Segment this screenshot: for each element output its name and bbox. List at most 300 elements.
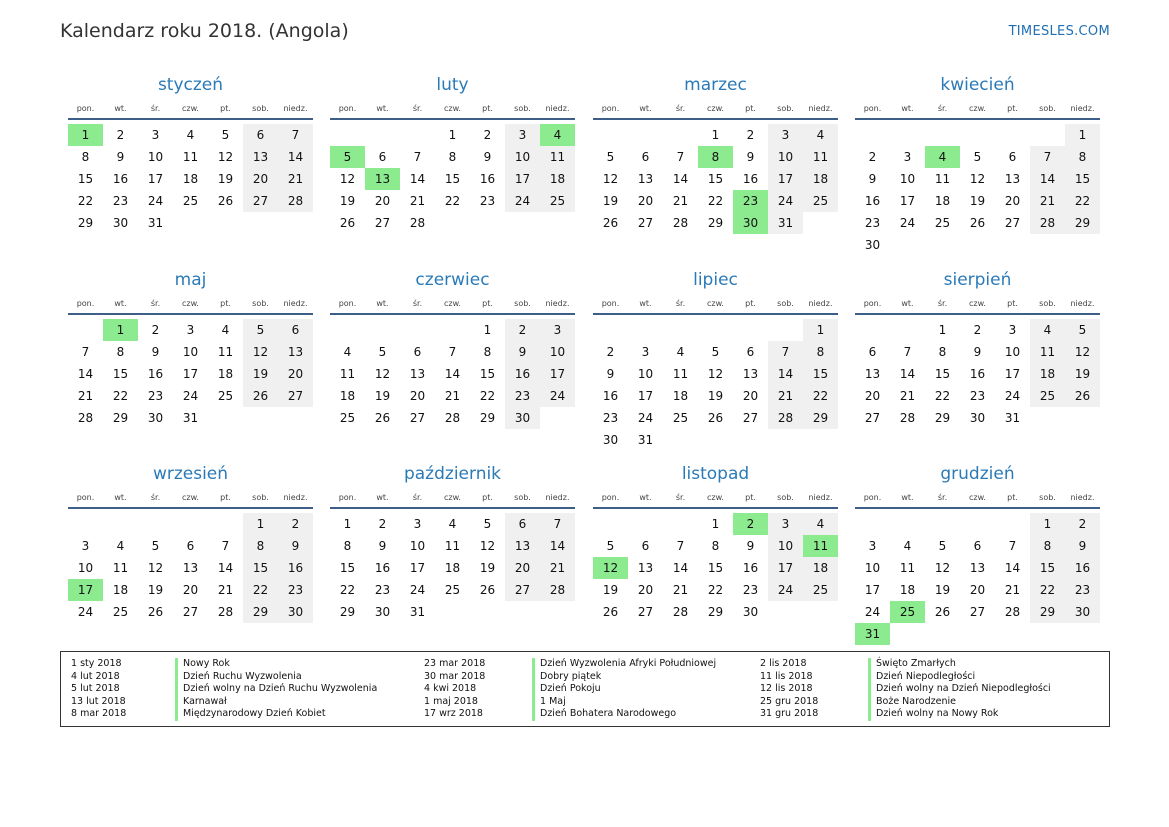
weekday-label: pt. xyxy=(220,492,231,502)
legend-date: 13 lut 2018 xyxy=(71,695,126,707)
empty-cell xyxy=(855,513,890,535)
day-cell: 6 xyxy=(973,539,982,553)
day-cell: 18 xyxy=(112,583,129,597)
day-cell: 13 xyxy=(1004,172,1021,186)
site-link[interactable]: TIMESLES.COM xyxy=(1008,24,1110,39)
day-grid xyxy=(330,513,575,623)
day-cell: 28 xyxy=(409,216,426,230)
month-name: listopad xyxy=(681,464,750,484)
weekday-label: sob. xyxy=(252,103,269,113)
day-cell: 6 xyxy=(186,539,195,553)
day-cell: 25 xyxy=(540,190,575,212)
weekday-label: czw. xyxy=(182,103,199,113)
month-6 xyxy=(330,267,575,429)
day-cell: 3 xyxy=(768,513,803,535)
day-cell: 25 xyxy=(182,194,199,208)
day-cell: 19 xyxy=(243,363,278,385)
day-cell: 29 xyxy=(479,411,496,425)
day-cell: 7 xyxy=(676,539,685,553)
day-cell: 17 xyxy=(409,561,426,575)
day-cell: 30 xyxy=(278,601,313,623)
day-cell: 10 xyxy=(147,150,164,164)
empty-cell xyxy=(330,319,365,341)
legend-holiday-name: Święto Zmarłych xyxy=(868,658,1051,671)
day-cell: 7 xyxy=(448,345,457,359)
day-cell: 4 xyxy=(343,345,352,359)
day-cell: 27 xyxy=(505,579,540,601)
weekday-label: sob. xyxy=(252,492,269,502)
legend-holiday-name: Boże Narodzenie xyxy=(868,696,1051,709)
day-cell: 18 xyxy=(217,367,234,381)
day-cell: 7 xyxy=(676,150,685,164)
weekday-label: wt. xyxy=(901,298,914,308)
day-grid xyxy=(68,319,313,429)
weekday-label: niedz. xyxy=(545,298,570,308)
day-cell: 27 xyxy=(409,411,426,425)
day-cell: 23 xyxy=(147,389,164,403)
day-cell: 18 xyxy=(1030,363,1065,385)
day-cell: 17 xyxy=(768,557,803,579)
weekday-label: wt. xyxy=(901,103,914,113)
month-7 xyxy=(593,267,838,451)
day-cell: 3 xyxy=(641,345,650,359)
day-cell: 27 xyxy=(374,216,391,230)
day-cell: 8 xyxy=(803,341,838,363)
day-cell: 5 xyxy=(711,345,720,359)
day-cell: 6 xyxy=(746,345,755,359)
day-cell: 28 xyxy=(540,579,575,601)
month-12 xyxy=(855,461,1100,645)
empty-cell xyxy=(435,319,470,341)
day-cell: 24 xyxy=(637,411,654,425)
holiday-legend xyxy=(60,651,1110,727)
day-cell: 28 xyxy=(768,407,803,429)
month-3 xyxy=(593,72,838,234)
weekday-label: sob. xyxy=(1039,298,1056,308)
header-rule xyxy=(593,313,838,315)
day-cell: 10 xyxy=(768,535,803,557)
day-cell: 5 xyxy=(606,150,615,164)
day-cell: 4 xyxy=(676,345,685,359)
day-cell: 12 xyxy=(339,172,356,186)
weekday-label: niedz. xyxy=(1070,492,1095,502)
day-cell: 22 xyxy=(707,194,724,208)
day-cell: 15 xyxy=(934,367,951,381)
day-cell: 9 xyxy=(1065,535,1100,557)
month-name: czerwiec xyxy=(415,270,490,290)
day-cell: 20 xyxy=(409,389,426,403)
day-cell: 22 xyxy=(444,194,461,208)
day-cell: 3 xyxy=(151,128,160,142)
day-cell: 8 xyxy=(81,150,90,164)
day-cell: 1 xyxy=(343,517,352,531)
day-cell: 17 xyxy=(147,172,164,186)
day-cell: 25 xyxy=(672,411,689,425)
day-cell: 24 xyxy=(864,605,881,619)
empty-cell xyxy=(925,124,960,146)
day-cell: 4 xyxy=(803,124,838,146)
day-cell: 9 xyxy=(505,341,540,363)
day-cell: 17 xyxy=(768,168,803,190)
day-cell: 22 xyxy=(1030,579,1065,601)
weekday-label: śr. xyxy=(412,298,423,308)
day-cell: 12 xyxy=(969,172,986,186)
empty-cell xyxy=(68,319,103,341)
day-cell: 29 xyxy=(1030,601,1065,623)
weekday-label: czw. xyxy=(969,103,986,113)
day-cell: 25 xyxy=(934,216,951,230)
empty-cell xyxy=(960,513,995,535)
day-cell: 28 xyxy=(899,411,916,425)
day-cell: 8 xyxy=(343,539,352,553)
day-cell: 27 xyxy=(182,605,199,619)
empty-cell xyxy=(68,513,103,535)
day-cell: 1 xyxy=(448,128,457,142)
day-cell: 29 xyxy=(1065,212,1100,234)
day-cell: 29 xyxy=(934,411,951,425)
legend-dates-column xyxy=(760,658,818,721)
day-cell: 10 xyxy=(637,367,654,381)
day-grid xyxy=(68,513,313,623)
day-cell: 27 xyxy=(969,605,986,619)
day-cell: 28 xyxy=(1030,212,1065,234)
day-cell: 24 xyxy=(147,194,164,208)
day-cell: 14 xyxy=(77,367,94,381)
day-cell: 11 xyxy=(934,172,951,186)
day-cell: 11 xyxy=(1030,341,1065,363)
day-cell: 18 xyxy=(339,389,356,403)
day-cell: 16 xyxy=(479,172,496,186)
day-cell: 11 xyxy=(217,345,234,359)
weekday-label: czw. xyxy=(444,492,461,502)
month-4 xyxy=(855,72,1100,256)
day-cell: 27 xyxy=(742,411,759,425)
day-cell: 30 xyxy=(864,238,881,252)
legend-names-column xyxy=(532,658,716,721)
day-cell: 20 xyxy=(969,583,986,597)
header-rule xyxy=(330,507,575,509)
day-cell: 5 xyxy=(151,539,160,553)
weekday-label: pt. xyxy=(482,492,493,502)
day-cell: 26 xyxy=(934,605,951,619)
month-name: luty xyxy=(436,75,469,95)
day-cell: 18 xyxy=(899,583,916,597)
day-cell: 31 xyxy=(147,216,164,230)
empty-cell xyxy=(628,124,663,146)
weekday-header xyxy=(593,98,838,118)
legend-date: 12 lis 2018 xyxy=(760,683,813,695)
day-cell: 19 xyxy=(147,583,164,597)
day-cell: 15 xyxy=(1065,168,1100,190)
day-cell: 16 xyxy=(602,389,619,403)
weekday-label: niedz. xyxy=(545,492,570,502)
day-cell: 6 xyxy=(505,513,540,535)
day-cell: 15 xyxy=(444,172,461,186)
holiday-day: 4 xyxy=(540,124,575,146)
day-cell: 30 xyxy=(112,216,129,230)
day-cell: 13 xyxy=(278,341,313,363)
day-cell: 11 xyxy=(339,367,356,381)
day-cell: 10 xyxy=(77,561,94,575)
empty-cell xyxy=(663,319,698,341)
weekday-label: śr. xyxy=(150,298,161,308)
weekday-label: czw. xyxy=(182,492,199,502)
weekday-label: pt. xyxy=(1007,298,1018,308)
day-cell: 19 xyxy=(602,583,619,597)
day-cell: 14 xyxy=(1004,561,1021,575)
day-cell: 28 xyxy=(1004,605,1021,619)
day-cell: 26 xyxy=(1065,385,1100,407)
day-cell: 21 xyxy=(1004,583,1021,597)
day-cell: 7 xyxy=(221,539,230,553)
holiday-day: 12 xyxy=(593,557,628,579)
weekday-header xyxy=(68,293,313,313)
weekday-header xyxy=(855,98,1100,118)
day-cell: 15 xyxy=(243,557,278,579)
header-rule xyxy=(68,507,313,509)
weekday-header xyxy=(330,98,575,118)
day-cell: 23 xyxy=(864,216,881,230)
day-cell: 12 xyxy=(602,172,619,186)
empty-cell xyxy=(628,513,663,535)
day-cell: 1 xyxy=(803,319,838,341)
weekday-label: wt. xyxy=(376,103,389,113)
header-rule xyxy=(68,118,313,120)
day-cell: 4 xyxy=(803,513,838,535)
day-cell: 2 xyxy=(868,150,877,164)
day-cell: 16 xyxy=(742,172,759,186)
day-cell: 6 xyxy=(378,150,387,164)
month-name: marzec xyxy=(684,75,747,95)
day-cell: 31 xyxy=(768,212,803,234)
day-cell: 29 xyxy=(707,216,724,230)
day-cell: 11 xyxy=(672,367,689,381)
day-cell: 14 xyxy=(768,363,803,385)
day-cell: 10 xyxy=(540,341,575,363)
day-cell: 30 xyxy=(742,605,759,619)
weekday-label: niedz. xyxy=(808,492,833,502)
weekday-header xyxy=(855,293,1100,313)
day-cell: 22 xyxy=(243,579,278,601)
day-cell: 14 xyxy=(217,561,234,575)
day-cell: 19 xyxy=(707,389,724,403)
weekday-label: śr. xyxy=(675,492,686,502)
day-cell: 25 xyxy=(444,583,461,597)
weekday-label: wt. xyxy=(114,492,127,502)
legend-date: 4 kwi 2018 xyxy=(424,683,477,695)
day-cell: 13 xyxy=(637,561,654,575)
month-9 xyxy=(68,461,313,623)
weekday-label: pon. xyxy=(338,492,357,502)
empty-cell xyxy=(173,513,208,535)
empty-cell xyxy=(1030,124,1065,146)
legend-dates-column xyxy=(424,658,485,721)
legend-date: 5 lut 2018 xyxy=(71,683,120,695)
day-cell: 31 xyxy=(182,411,199,425)
legend-holiday-name: Nowy Rok xyxy=(175,658,377,671)
day-cell: 14 xyxy=(672,172,689,186)
holiday-day: 1 xyxy=(103,319,138,341)
day-cell: 9 xyxy=(973,345,982,359)
day-cell: 24 xyxy=(768,190,803,212)
day-cell: 31 xyxy=(637,433,654,447)
weekday-header xyxy=(68,487,313,507)
day-cell: 13 xyxy=(637,172,654,186)
day-cell: 28 xyxy=(217,605,234,619)
weekday-label: wt. xyxy=(376,298,389,308)
day-cell: 4 xyxy=(221,323,230,337)
day-cell: 23 xyxy=(505,385,540,407)
legend-holiday-name: Dzień Pokoju xyxy=(532,683,716,696)
day-cell: 7 xyxy=(1008,539,1017,553)
weekday-label: pon. xyxy=(863,103,882,113)
month-10 xyxy=(330,461,575,623)
day-cell: 27 xyxy=(278,385,313,407)
empty-cell xyxy=(593,513,628,535)
day-cell: 20 xyxy=(864,389,881,403)
weekday-label: pt. xyxy=(1007,492,1018,502)
weekday-label: niedz. xyxy=(808,298,833,308)
legend-dates-column xyxy=(71,658,126,721)
empty-cell xyxy=(628,319,663,341)
day-cell: 30 xyxy=(969,411,986,425)
day-cell: 18 xyxy=(934,194,951,208)
weekday-label: wt. xyxy=(639,298,652,308)
day-grid xyxy=(593,124,838,234)
weekday-label: pon. xyxy=(76,492,95,502)
day-cell: 2 xyxy=(151,323,160,337)
weekday-label: śr. xyxy=(937,492,948,502)
day-cell: 12 xyxy=(1065,341,1100,363)
weekday-label: śr. xyxy=(937,103,948,113)
weekday-header xyxy=(593,293,838,313)
day-cell: 14 xyxy=(899,367,916,381)
weekday-label: niedz. xyxy=(283,103,308,113)
day-cell: 9 xyxy=(116,150,125,164)
weekday-label: pon. xyxy=(76,103,95,113)
day-cell: 20 xyxy=(374,194,391,208)
day-cell: 16 xyxy=(112,172,129,186)
header-rule xyxy=(593,118,838,120)
month-name: kwiecień xyxy=(940,75,1015,95)
empty-cell xyxy=(960,124,995,146)
weekday-label: pon. xyxy=(863,298,882,308)
day-cell: 24 xyxy=(1004,389,1021,403)
holiday-day: 5 xyxy=(330,146,365,168)
day-cell: 10 xyxy=(899,172,916,186)
day-cell: 3 xyxy=(768,124,803,146)
day-cell: 14 xyxy=(672,561,689,575)
weekday-label: śr. xyxy=(412,492,423,502)
empty-cell xyxy=(855,319,890,341)
empty-cell xyxy=(330,124,365,146)
day-cell: 3 xyxy=(505,124,540,146)
month-name: styczeń xyxy=(157,75,224,95)
empty-cell xyxy=(733,319,768,341)
day-cell: 12 xyxy=(479,539,496,553)
header-rule xyxy=(330,313,575,315)
weekday-label: sob. xyxy=(514,298,531,308)
day-cell: 6 xyxy=(641,539,650,553)
day-grid xyxy=(855,513,1100,645)
day-cell: 20 xyxy=(1004,194,1021,208)
legend-date: 31 gru 2018 xyxy=(760,708,819,720)
weekday-label: sob. xyxy=(1039,492,1056,502)
day-cell: 17 xyxy=(182,367,199,381)
day-cell: 15 xyxy=(707,561,724,575)
day-cell: 21 xyxy=(672,583,689,597)
day-cell: 24 xyxy=(768,579,803,601)
day-cell: 11 xyxy=(899,561,916,575)
day-cell: 21 xyxy=(1030,190,1065,212)
day-cell: 26 xyxy=(602,605,619,619)
day-cell: 12 xyxy=(147,561,164,575)
day-cell: 30 xyxy=(602,433,619,447)
page-title: Kalendarz roku 2018. (Angola) xyxy=(60,20,349,42)
weekday-label: pon. xyxy=(601,298,620,308)
weekday-label: czw. xyxy=(444,103,461,113)
day-cell: 7 xyxy=(768,341,803,363)
empty-cell xyxy=(400,124,435,146)
day-cell: 11 xyxy=(182,150,199,164)
legend-date: 8 mar 2018 xyxy=(71,708,127,720)
month-name: grudzień xyxy=(940,464,1015,484)
weekday-label: niedz. xyxy=(283,492,308,502)
day-cell: 13 xyxy=(969,561,986,575)
holiday-day: 31 xyxy=(855,623,890,645)
weekday-label: pon. xyxy=(601,103,620,113)
day-cell: 25 xyxy=(339,411,356,425)
day-cell: 23 xyxy=(479,194,496,208)
day-cell: 26 xyxy=(374,411,391,425)
day-cell: 2 xyxy=(483,128,492,142)
day-cell: 1 xyxy=(938,323,947,337)
day-cell: 17 xyxy=(864,583,881,597)
weekday-label: pt. xyxy=(482,298,493,308)
day-cell: 12 xyxy=(374,367,391,381)
weekday-label: wt. xyxy=(639,492,652,502)
day-cell: 29 xyxy=(707,605,724,619)
weekday-label: pt. xyxy=(745,103,756,113)
day-cell: 17 xyxy=(899,194,916,208)
day-cell: 2 xyxy=(1065,513,1100,535)
day-cell: 5 xyxy=(378,345,387,359)
day-cell: 22 xyxy=(934,389,951,403)
day-cell: 1 xyxy=(1030,513,1065,535)
day-cell: 15 xyxy=(112,367,129,381)
day-cell: 7 xyxy=(1030,146,1065,168)
day-cell: 28 xyxy=(444,411,461,425)
day-grid xyxy=(593,513,838,623)
empty-cell xyxy=(208,513,243,535)
day-cell: 24 xyxy=(77,605,94,619)
month-name: lipiec xyxy=(693,270,738,290)
day-cell: 6 xyxy=(641,150,650,164)
day-cell: 9 xyxy=(868,172,877,186)
day-cell: 2 xyxy=(278,513,313,535)
day-cell: 19 xyxy=(969,194,986,208)
legend-holiday-name: Dzień wolny na Nowy Rok xyxy=(868,708,1051,721)
empty-cell xyxy=(768,319,803,341)
day-cell: 13 xyxy=(182,561,199,575)
day-cell: 22 xyxy=(707,583,724,597)
day-cell: 21 xyxy=(278,168,313,190)
holiday-day: 17 xyxy=(68,579,103,601)
day-cell: 6 xyxy=(1008,150,1017,164)
empty-cell xyxy=(890,124,925,146)
day-cell: 20 xyxy=(278,363,313,385)
day-cell: 21 xyxy=(768,385,803,407)
